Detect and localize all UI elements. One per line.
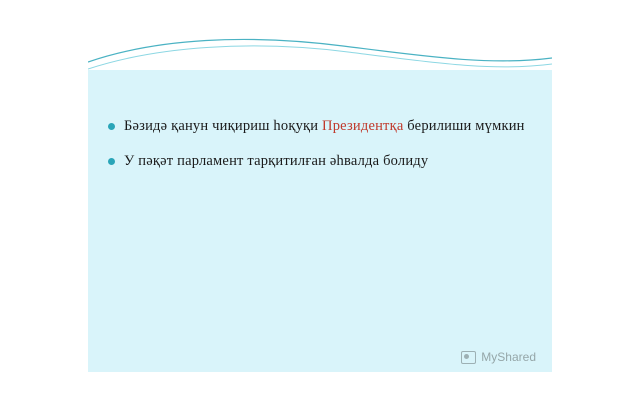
list-item: [108, 151, 528, 172]
watermark: [461, 350, 536, 364]
presentation-slide: [88, 28, 552, 372]
bullet-text-1-highlight: Президентқа: [322, 118, 404, 134]
watermark-label: MyShared: [481, 350, 536, 364]
bullet-dot-icon: [108, 123, 115, 130]
bullet-text-1: [124, 116, 525, 137]
bullet-text-2: У пәқәт парламент тарқитилған әһвалда болиду: [124, 153, 429, 170]
slide-content: [108, 116, 528, 186]
bullet-text-1-part-3: берилиши мүмкин: [403, 118, 525, 134]
slide-header-band: [88, 28, 552, 70]
presentation-icon: [461, 351, 476, 364]
list-item: [108, 116, 528, 137]
bullet-dot-icon: [108, 158, 115, 165]
bullet-text-1-part-1: Бәзидә қанун чиқириш һоқуқи: [124, 118, 323, 134]
wave-decoration-icon: [88, 28, 552, 70]
